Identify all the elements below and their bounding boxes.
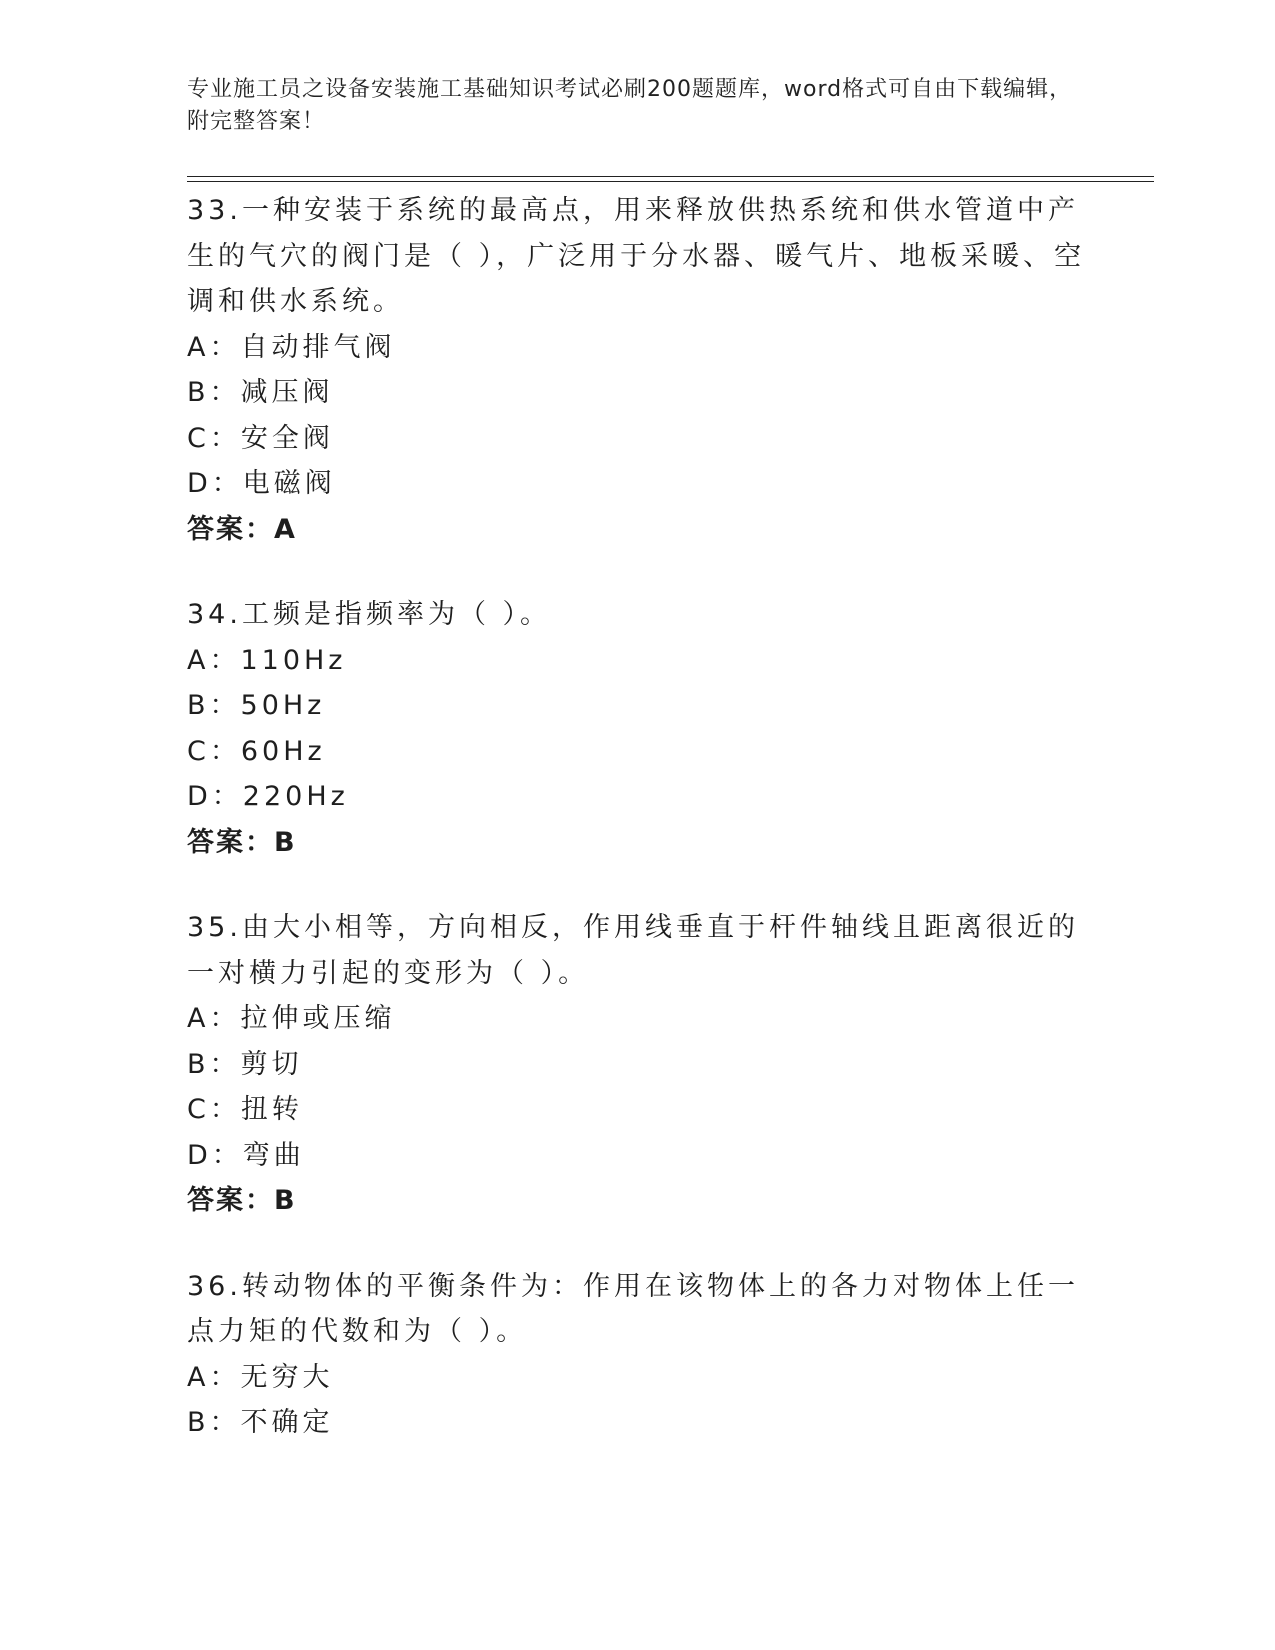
option-a: A：110Hz <box>187 644 347 676</box>
question-34 <box>187 592 1087 865</box>
option-d: D：220Hz <box>187 781 349 812</box>
question-stem: 33.一种安装于系统的最高点，用来释放供热系统和供水管道中产生的气穴的阀门是（ ），广泛用于分水器、暖气片、地板采暖、空调和供水系统。 <box>187 195 1086 317</box>
option-c: C：60Hz <box>187 735 326 767</box>
header-rule-top <box>187 176 1154 177</box>
option-b: B：减压阀 <box>187 377 334 408</box>
option-d: D：电磁阀 <box>187 468 336 499</box>
document-header: 专业施工员之设备安装施工基础知识考试必刷200题题库，word格式可自由下载编辑，附完整答案！ <box>187 77 1073 134</box>
question-36 <box>187 1264 1087 1446</box>
question-33 <box>187 188 1087 552</box>
option-a: A：自动排气阀 <box>187 331 396 363</box>
option-a: A：拉伸或压缩 <box>187 1003 396 1034</box>
option-b: B：50Hz <box>187 690 326 721</box>
header-rule-bottom <box>187 181 1154 182</box>
question-35 <box>187 905 1087 1224</box>
question-stem: 36.转动物体的平衡条件为：作用在该物体上的各力对物体上任一点力矩的代数和为（ ）。 <box>187 1270 1079 1347</box>
option-c: C：安全阀 <box>187 422 334 454</box>
option-d: D：弯曲 <box>187 1139 305 1171</box>
answer-line: 答案：A <box>187 513 297 545</box>
question-list <box>187 188 1087 1486</box>
question-stem: 35.由大小相等，方向相反，作用线垂直于杆件轴线且距离很近的一对横力引起的变形为（ ）。 <box>187 912 1079 989</box>
option-a: A：无穷大 <box>187 1361 334 1393</box>
answer-line: 答案：B <box>187 1185 297 1216</box>
answer-line: 答案：B <box>187 826 297 858</box>
option-b: B：不确定 <box>187 1407 334 1438</box>
question-stem: 34.工频是指频率为（ ）。 <box>187 599 552 630</box>
option-b: B：剪切 <box>187 1048 303 1080</box>
option-c: C：扭转 <box>187 1094 303 1125</box>
